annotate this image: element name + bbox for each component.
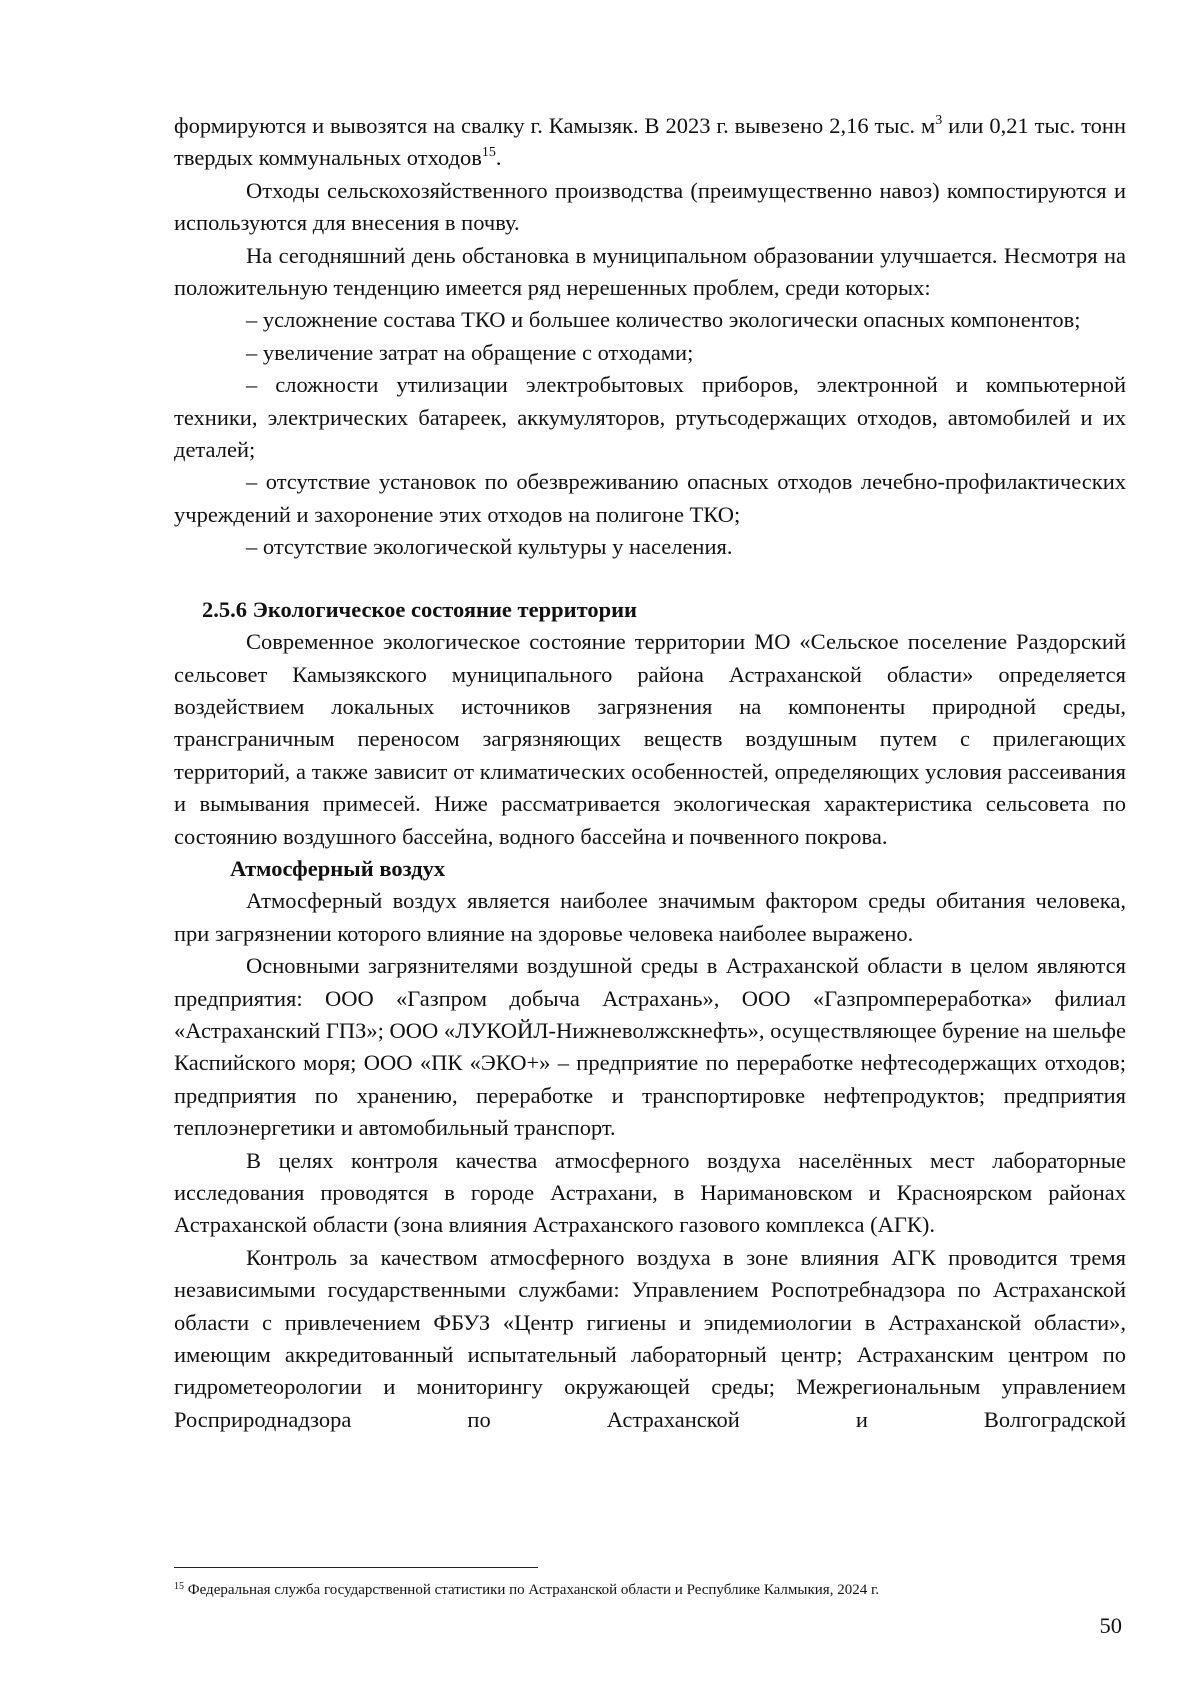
footnote-divider [174,1567,538,1568]
list-item: – увеличение затрат на обращение с отходами; [246,339,694,365]
paragraph-air: Контроль за качеством атмосферного воздуха в зоне влияния АГК проводится тремя независимыми государственными службами: Управлением Роспотребнадзора по Астраханской области с привлечением ФБУЗ «Центр гигиены и эпидемиологии в Астраханской области», имеющим аккредитованный испытательный лабораторный центр; Астраханским центром по гидрометеорологии и мониторингу окружающей среды; Межрегиональным управлением Росприроднадзора по Астраханской и Волгоградской [174,1244,1126,1432]
paragraph-agri-waste: Отходы сельскохозяйственного производства (преимущественно навоз) компостируются и используются для внесения в почву. [174,177,1126,236]
page-body [174,110,1126,1436]
footnote-mark: 15 [174,1581,184,1592]
paragraph-air: В целях контроля качества атмосферного воздуха населённых мест лабораторные исследования проводятся в городе Астрахани, в Наримановском и Красноярском районах Астраханской области (зона влияния Астраханского газового комплекса (АГК). [174,1147,1126,1238]
paragraph-air: Основными загрязнителями воздушной среды в Астраханской области в целом являются предприятия: ООО «Газпром добыча Астрахань», ООО «Газпромпереработка» филиал «Астраханский ГПЗ»; ООО «ЛУКОЙЛ-Нижневолжскнефть», осуществляющее бурение на шельфе Каспийского моря; ООО «ПК «ЭКО+» – предприятие по переработке нефтесодержащих отходов; предприятия по хранению, переработке и транспортировке нефтепродуктов; предприятия теплоэнергетики и автомобильный транспорт. [174,953,1126,1141]
footnote-text: Федеральная служба государственной статистики по Астраханской области и Республике Калмыкия, 2024 г. [184,1582,880,1598]
paragraph-air: Атмосферный воздух является наиболее значимым фактором среды обитания человека, при загрязнении которого влияние на здоровье человека наиболее выражено. [174,888,1126,946]
paragraph-situation: На сегодняшний день обстановка в муниципальном образовании улучшается. Несмотря на положительную тенденцию имеется ряд нерешенных проблем, среди которых: [174,242,1126,301]
superscript-cubic: 3 [935,113,943,128]
list-item: – сложности утилизации электробытовых приборов, электронной и компьютерной техники, электрических батареек, аккумуляторов, ртутьсодержащих отходов, автомобилей и их деталей; [174,372,1126,463]
section-heading: 2.5.6 Экологическое состояние территории [202,596,638,622]
footnote [174,1580,1126,1600]
list-item: – усложнение состава ТКО и большее количество экологически опасных компонентов; [246,307,1081,333]
footnote-ref[interactable]: 15 [481,145,496,161]
paragraph-section-intro: Современное экологическое состояние территории МО «Сельское поселение Раздорский сельсовет Камызякского муниципального района Астраханской области» определяется воздействием локальных источников загрязнения на компоненты природной среды, трансграничным переносом загрязняющих веществ воздушным путем с прилегающих территорий, а также зависит от климатических особенностей, определяющих условия рассеивания и вымывания примесей. Ниже рассматривается экологическая характеристика сельсовета по состоянию воздушного бассейна, водного бассейна и почвенного покрова. [174,629,1126,849]
subsection-heading: Атмосферный воздух [230,855,446,881]
page-number: 50 [1099,1613,1122,1638]
list-item: – отсутствие установок по обезвреживанию опасных отходов лечебно-профилактических учреждений и захоронение этих отходов на полигоне ТКО; [174,469,1126,527]
paragraph-waste-export: формируются и вывозятся на свалку г. Камызяк. В 2023 г. вывезено 2,16 тыс. $м^3$ или 0,21 тыс. тонн твердых коммунальных отходов$^{15}$. [174,113,1126,171]
list-item: – отсутствие экологической культуры у населения. [246,534,733,560]
